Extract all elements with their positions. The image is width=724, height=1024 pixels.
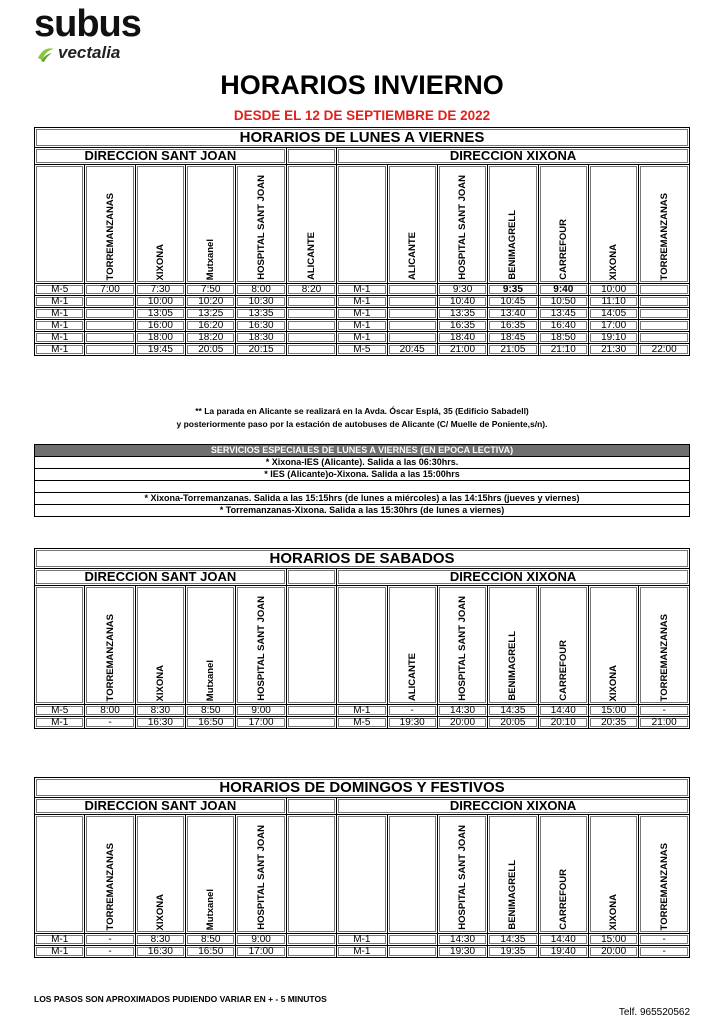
time-cell: 8:30 (135, 934, 185, 946)
phone-number: Telf. 965520562 (618, 1007, 690, 1018)
time-cell: 14:05 (588, 308, 638, 320)
time-cell (286, 332, 336, 344)
stop-header-blank (387, 815, 437, 934)
route-header-blank (35, 165, 85, 284)
time-cell: 17:00 (236, 946, 286, 958)
special-service-line (35, 481, 690, 493)
time-cell: 9:00 (236, 934, 286, 946)
stop-header (85, 815, 135, 934)
page-title: HORARIOS INVIERNO (220, 70, 504, 100)
route-cell: M-1 (35, 946, 85, 958)
table-row (35, 284, 690, 296)
stop-header (236, 165, 286, 284)
time-cell: 16:20 (186, 320, 236, 332)
route-cell: M-1 (337, 296, 387, 308)
stop-header (538, 815, 588, 934)
time-cell: 22:00 (639, 344, 690, 356)
route-cell: M-5 (337, 717, 387, 729)
stop-header (488, 586, 538, 705)
route-cell: M-1 (35, 344, 85, 356)
stop-header (538, 165, 588, 284)
route-cell: M-1 (337, 308, 387, 320)
stop-header (135, 815, 185, 934)
route-cell: M-5 (35, 705, 85, 717)
stop-header-text: HOSPITAL SANT JOAN (457, 596, 469, 701)
time-cell: 19:45 (135, 344, 185, 356)
special-service-line: * Xixona-IES (Alicante). Salida a las 06:30hrs. (35, 457, 690, 469)
time-cell: 14:30 (437, 705, 487, 717)
time-cell (286, 705, 336, 717)
time-cell: 16:30 (135, 946, 185, 958)
time-cell: 21:00 (639, 717, 690, 729)
route-header-blank (337, 586, 387, 705)
stop-header (437, 815, 487, 934)
stop-header (286, 165, 336, 284)
stop-header (387, 586, 437, 705)
stop-header (135, 586, 185, 705)
time-cell: 9:30 (437, 284, 487, 296)
time-cell (639, 296, 690, 308)
time-cell: 19:10 (588, 332, 638, 344)
sunday-schedule-table (34, 777, 690, 958)
stop-header (236, 815, 286, 934)
time-cell: 7:00 (85, 284, 135, 296)
time-cell: 18:00 (135, 332, 185, 344)
time-cell: 14:30 (437, 934, 487, 946)
time-cell: 9:00 (236, 705, 286, 717)
direction-gap (286, 569, 336, 586)
special-services-header: SERVICIOS ESPECIALES DE LUNES A VIERNES (EN EPOCA LECTIVA) (35, 445, 690, 457)
time-cell: 7:30 (135, 284, 185, 296)
table-row (35, 308, 690, 320)
time-cell: 19:35 (488, 946, 538, 958)
time-cell: 10:40 (437, 296, 487, 308)
time-cell (387, 320, 437, 332)
time-cell: 13:35 (236, 308, 286, 320)
time-cell: 8:50 (186, 705, 236, 717)
subus-vectalia-logo (34, 4, 194, 64)
route-cell: M-1 (337, 934, 387, 946)
time-cell: 17:00 (236, 717, 286, 729)
time-cell: - (639, 934, 690, 946)
route-cell: M-1 (337, 705, 387, 717)
time-cell: 20:05 (488, 717, 538, 729)
route-cell: M-1 (337, 320, 387, 332)
route-header-blank (337, 165, 387, 284)
time-cell: 13:40 (488, 308, 538, 320)
stop-header (437, 586, 487, 705)
stop-header (236, 586, 286, 705)
route-cell: M-1 (35, 717, 85, 729)
time-cell: 14:40 (538, 705, 588, 717)
stop-header (135, 165, 185, 284)
time-cell: 17:00 (588, 320, 638, 332)
stop-header-text: Mutxanel (205, 238, 217, 280)
time-cell: 16:30 (135, 717, 185, 729)
stop-header-text: ALICANTE (305, 231, 317, 280)
stop-header-text: ALICANTE (406, 231, 418, 280)
time-cell (85, 344, 135, 356)
stop-header-text: Mutxanel (205, 659, 217, 701)
time-cell: 16:40 (538, 320, 588, 332)
stop-header-text: CARREFOUR (557, 640, 569, 701)
time-cell (387, 946, 437, 958)
time-cell (387, 934, 437, 946)
time-cell: 20:10 (538, 717, 588, 729)
direction-xixona: DIRECCION XIXONA (337, 148, 690, 165)
time-cell: 10:30 (236, 296, 286, 308)
time-cell: 18:45 (488, 332, 538, 344)
stop-header (437, 165, 487, 284)
stop-header (639, 165, 690, 284)
validity-date: DESDE EL 12 DE SEPTIEMBRE DE 2022 (233, 108, 491, 123)
stop-header-blank (286, 586, 336, 705)
saturday-schedule-table (34, 548, 690, 729)
time-cell: 13:45 (538, 308, 588, 320)
stop-header (538, 586, 588, 705)
table-row (35, 705, 690, 717)
time-cell: 21:05 (488, 344, 538, 356)
weekday-schedule-table (34, 127, 690, 356)
time-cell: 8:30 (135, 705, 185, 717)
stop-header-text: ALICANTE (406, 652, 418, 701)
time-cell (639, 332, 690, 344)
logo-sub: vectalia (58, 43, 121, 62)
direction-sant-joan: DIRECCION SANT JOAN (35, 148, 287, 165)
logo-brand: subus (34, 3, 141, 45)
swoosh-icon (36, 44, 56, 64)
route-cell: M-1 (35, 308, 85, 320)
table-row (35, 296, 690, 308)
time-cell: 9:35 (488, 284, 538, 296)
time-cell: 19:30 (387, 717, 437, 729)
time-cell: 13:35 (437, 308, 487, 320)
time-cell: 20:00 (437, 717, 487, 729)
approximation-note: LOS PASOS SON APROXIMADOS PUDIENDO VARIAR EN + - 5 MINUTOS (34, 994, 327, 1004)
stop-header (85, 165, 135, 284)
stop-header-text: HOSPITAL SANT JOAN (457, 175, 469, 280)
time-cell: 10:00 (135, 296, 185, 308)
time-cell: - (639, 946, 690, 958)
time-cell: 16:00 (135, 320, 185, 332)
time-cell (639, 320, 690, 332)
time-cell: 16:35 (437, 320, 487, 332)
time-cell (387, 296, 437, 308)
special-service-line: * IES (Alicante)o-Xixona. Salida a las 15:00hrs (35, 469, 690, 481)
time-cell: 16:50 (186, 946, 236, 958)
time-cell: 9:40 (538, 284, 588, 296)
stop-header (488, 815, 538, 934)
route-cell: M-1 (337, 284, 387, 296)
time-cell (387, 332, 437, 344)
special-services-table (34, 444, 690, 517)
time-cell (85, 308, 135, 320)
time-cell (286, 296, 336, 308)
time-cell: 18:50 (538, 332, 588, 344)
time-cell: 19:30 (437, 946, 487, 958)
time-cell: 21:10 (538, 344, 588, 356)
stop-header (588, 165, 638, 284)
time-cell: 10:20 (186, 296, 236, 308)
route-cell: M-1 (35, 934, 85, 946)
stop-header-text: XIXONA (608, 243, 620, 280)
time-cell: 16:50 (186, 717, 236, 729)
time-cell: 16:35 (488, 320, 538, 332)
time-cell (85, 320, 135, 332)
time-cell (85, 296, 135, 308)
time-cell: 16:30 (236, 320, 286, 332)
stop-header-text: BENIMAGRELL (507, 631, 519, 701)
direction-sant-joan: DIRECCION SANT JOAN (35, 569, 287, 586)
time-cell: 10:00 (588, 284, 638, 296)
table-row (35, 717, 690, 729)
stop-header (488, 165, 538, 284)
time-cell: 14:40 (538, 934, 588, 946)
stop-header-text: BENIMAGRELL (507, 860, 519, 930)
time-cell: 8:20 (286, 284, 336, 296)
time-cell: 8:00 (236, 284, 286, 296)
time-cell: 13:05 (135, 308, 185, 320)
time-cell: 14:35 (488, 705, 538, 717)
stop-header (588, 586, 638, 705)
time-cell: - (387, 705, 437, 717)
stop-header-text: TORREMANZANAS (104, 192, 116, 280)
stop-header (186, 586, 236, 705)
stop-header (639, 586, 690, 705)
stop-header (186, 165, 236, 284)
direction-xixona: DIRECCION XIXONA (337, 569, 690, 586)
time-cell: 18:30 (236, 332, 286, 344)
route-header-blank (35, 586, 85, 705)
time-cell: 21:30 (588, 344, 638, 356)
schedule-title: HORARIOS DE SABADOS (35, 549, 690, 569)
time-cell (286, 320, 336, 332)
time-cell (286, 308, 336, 320)
stop-header-text: TORREMANZANAS (104, 613, 116, 701)
stop-header (85, 586, 135, 705)
stop-header-text: CARREFOUR (557, 869, 569, 930)
time-cell (85, 332, 135, 344)
stop-header-text: HOSPITAL SANT JOAN (255, 175, 267, 280)
time-cell: 18:20 (186, 332, 236, 344)
time-cell: 8:50 (186, 934, 236, 946)
time-cell: 20:05 (186, 344, 236, 356)
stop-header (639, 815, 690, 934)
time-cell (286, 717, 336, 729)
direction-gap (286, 148, 336, 165)
route-cell: M-1 (337, 332, 387, 344)
stop-notes (0, 405, 724, 431)
direction-sant-joan: DIRECCION SANT JOAN (35, 798, 287, 815)
table-row (35, 332, 690, 344)
time-cell: 10:50 (538, 296, 588, 308)
time-cell: - (85, 717, 135, 729)
stop-header-text: TORREMANZANAS (658, 613, 670, 701)
stop-header-text: XIXONA (154, 893, 166, 930)
time-cell: 11:10 (588, 296, 638, 308)
stop-header-blank (286, 815, 336, 934)
stop-header-text: XIXONA (608, 893, 620, 930)
route-cell: M-1 (35, 332, 85, 344)
time-cell (639, 284, 690, 296)
stop-header-text: TORREMANZANAS (658, 192, 670, 280)
route-cell: M-1 (35, 296, 85, 308)
time-cell: 20:00 (588, 946, 638, 958)
stop-header-text: BENIMAGRELL (507, 210, 519, 280)
direction-gap (286, 798, 336, 815)
note-line: ** La parada en Alicante se realizará en la Avda. Óscar Esplá, 35 (Edificio Sabadell) (195, 406, 529, 416)
time-cell: 7:50 (186, 284, 236, 296)
time-cell (639, 308, 690, 320)
time-cell: 15:00 (588, 705, 638, 717)
special-service-line: * Xixona-Torremanzanas. Salida a las 15:15hrs (de lunes a miércoles) a las 14:15hrs (jueves y viernes) (35, 493, 690, 505)
route-header-blank (35, 815, 85, 934)
time-cell: 18:40 (437, 332, 487, 344)
time-cell: 20:15 (236, 344, 286, 356)
time-cell: 19:40 (538, 946, 588, 958)
stop-header-text: HOSPITAL SANT JOAN (255, 825, 267, 930)
route-cell: M-1 (35, 320, 85, 332)
route-cell: M-1 (337, 946, 387, 958)
time-cell: - (85, 946, 135, 958)
time-cell (387, 308, 437, 320)
table-row (35, 344, 690, 356)
stop-header-text: XIXONA (608, 664, 620, 701)
table-row (35, 946, 690, 958)
table-row (35, 934, 690, 946)
special-service-line: * Torremanzanas-Xixona. Salida a las 15:30hrs (de lunes a viernes) (35, 505, 690, 517)
stop-header-text: XIXONA (154, 664, 166, 701)
time-cell (387, 284, 437, 296)
route-header-blank (337, 815, 387, 934)
stop-header-text: Mutxanel (205, 888, 217, 930)
stop-header (387, 165, 437, 284)
stop-header-text: HOSPITAL SANT JOAN (457, 825, 469, 930)
stop-header (588, 815, 638, 934)
time-cell: 10:45 (488, 296, 538, 308)
time-cell (286, 934, 336, 946)
time-cell: - (639, 705, 690, 717)
route-cell: M-5 (337, 344, 387, 356)
route-cell: M-5 (35, 284, 85, 296)
time-cell: 8:00 (85, 705, 135, 717)
direction-xixona: DIRECCION XIXONA (337, 798, 690, 815)
table-row (35, 320, 690, 332)
stop-header-text: XIXONA (154, 243, 166, 280)
stop-header-text: CARREFOUR (557, 219, 569, 280)
time-cell: 21:00 (437, 344, 487, 356)
schedule-title: HORARIOS DE LUNES A VIERNES (35, 128, 690, 148)
time-cell: - (85, 934, 135, 946)
stop-header-text: TORREMANZANAS (104, 842, 116, 930)
time-cell: 13:25 (186, 308, 236, 320)
stop-header-text: TORREMANZANAS (658, 842, 670, 930)
time-cell: 14:35 (488, 934, 538, 946)
time-cell (286, 344, 336, 356)
stop-header-text: HOSPITAL SANT JOAN (255, 596, 267, 701)
schedule-title: HORARIOS DE DOMINGOS Y FESTIVOS (35, 778, 690, 798)
time-cell: 20:45 (387, 344, 437, 356)
time-cell (286, 946, 336, 958)
note-line: y posteriormente paso por la estación de autobuses de Alicante (C/ Muelle de Poniente,s/n). (176, 419, 548, 429)
time-cell: 15:00 (588, 934, 638, 946)
stop-header (186, 815, 236, 934)
time-cell: 20:35 (588, 717, 638, 729)
